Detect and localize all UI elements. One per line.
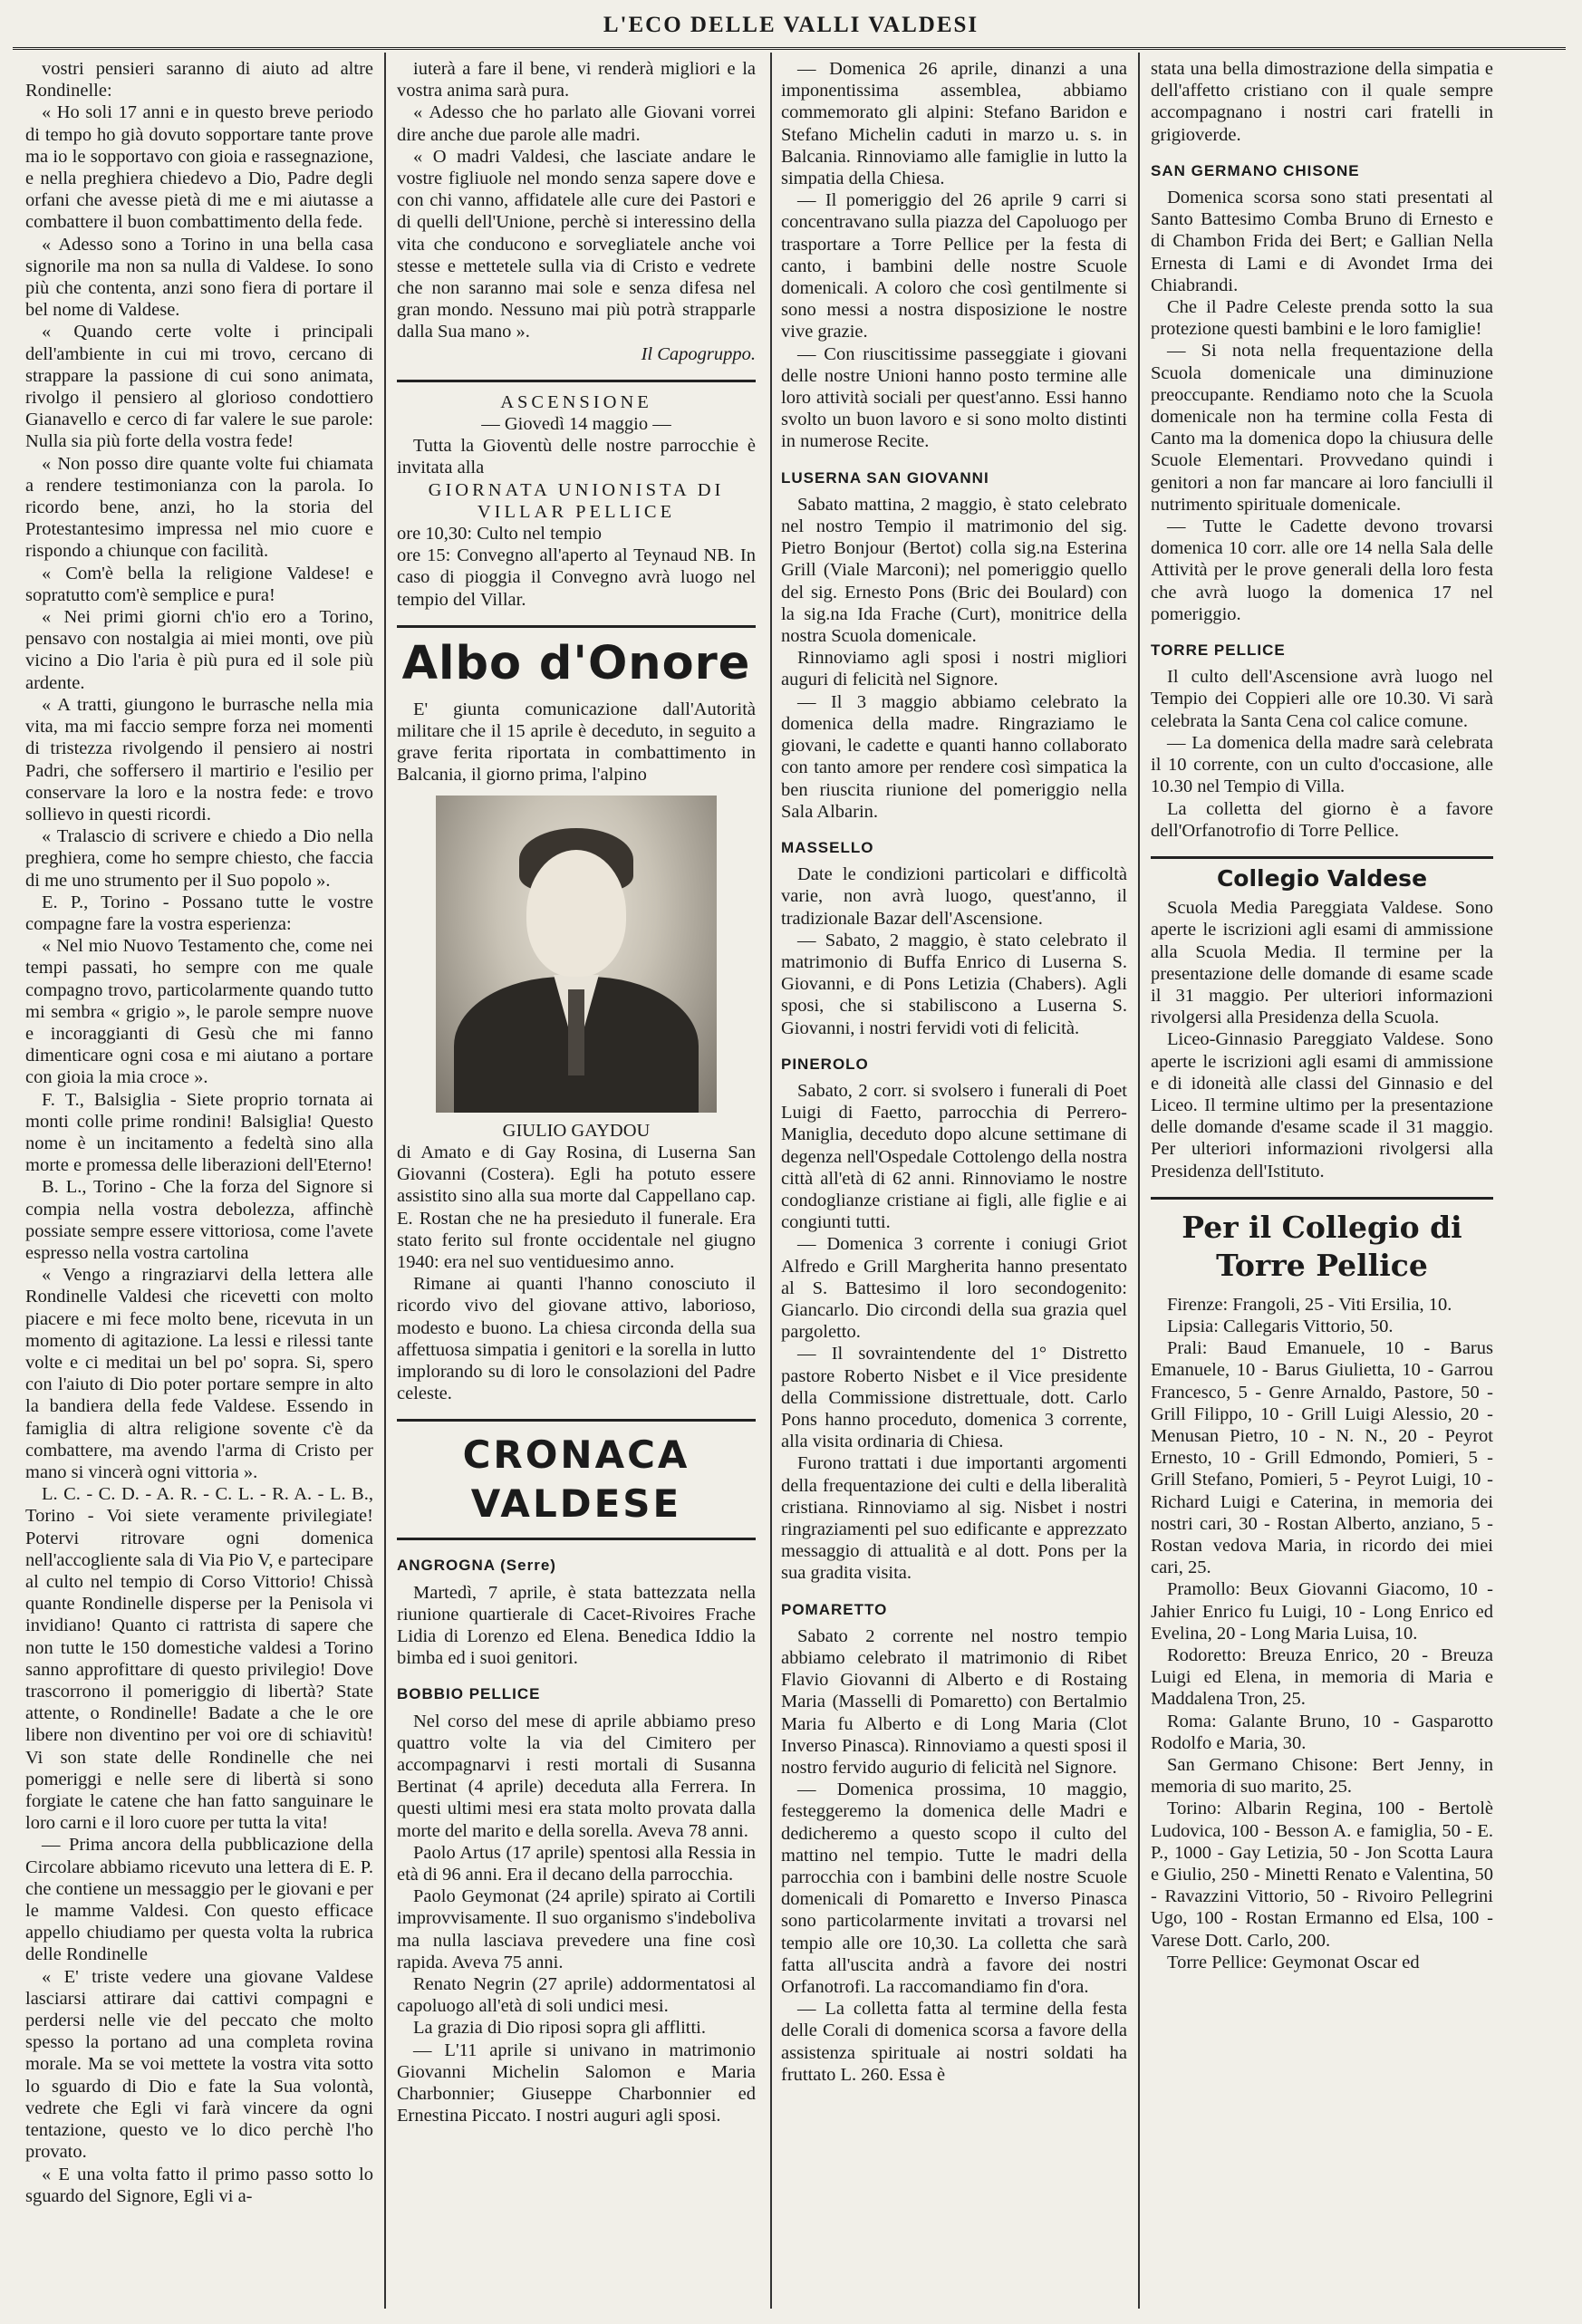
section-heading: TORRE PELLICE — [1151, 641, 1286, 660]
rondinelle-paragraph: E. P., Torino - Possano tutte le vostre compagne fare la vostra esperienza: — [25, 892, 373, 934]
donor-entry: Pramollo: Beux Giovanni Giacomo, 10 - Jahier Enrico fu Luigi, 10 - Long Enrico ed Evelina, 20 - Long Maria Luisa, 10. — [1151, 1579, 1493, 1644]
collegio-paragraph: Liceo-Ginnasio Pareggiato Valdese. Sono aperte le iscrizioni agli esami di ammissione e di idoneità alle classi del Ginnasio e del Liceo. Il termine ultimo per la presentazione delle domande d'esame scade il 31 maggio. Per ulteriori informazioni rivolgersi alla Presidenza dell'Istituto. — [1151, 1029, 1493, 1181]
column-2 — [397, 58, 756, 2303]
rondinelle-paragraph: « Nel mio Nuovo Testamento che, come nei tempi passati, ho sempre con me quale compagno trovo, particolarmente quando tutto mi sembra « grigio », le parole sempre nuove e incoraggianti di Gesù che mi fanno dimenticare ogni cosa e mi aiutano a portare con gioia la mia croce ». — [25, 936, 373, 1088]
news-paragraph: La grazia di Dio riposi sopra gli afflitti. — [413, 2018, 706, 2039]
column-rule — [1138, 53, 1140, 2309]
rondinelle-paragraph: « A tratti, giungono le burrasche nella mia vita, ma mi faccio sempre forza nei momenti di tristezza rivolgendo il pensiero ai nostri Padri, che soffersero il martirio e l'esilio per conservare la loro e la nostra fede: e trovo sollievo in questi ricordi. — [25, 694, 373, 824]
section-heading: SAN GERMANO CHISONE — [1151, 161, 1360, 179]
news-paragraph: — Domenica prossima, 10 maggio, festeggeremo la domenica delle Madri e dedicheremo a questo scopo il culto del mattino nel tempio. Tutte le madri della parrocchia con i bambini delle nostre Scuole domenicali di Pomaretto e Inverso Pinasca sono particolarmente invitati a trovarsi nel tempio alle ore 10,30. La colletta che sarà fatta all'uscita andrà a favore dei nostri Orfanotrofi. La raccomandiamo fin d'ora. — [781, 1779, 1127, 1998]
ascensione-title: ASCENSIONE — [500, 391, 652, 412]
ascensione-event-place: VILLAR PELLICE — [477, 501, 676, 522]
signature: Il Capogruppo. — [641, 343, 756, 364]
section-divider — [1151, 1197, 1493, 1200]
news-paragraph: Martedì, 7 aprile, è stata battezzata nella riunione quartierale di Cacet-Rivoires Frache Lidia di Lorenzo ed Elena. Benedica Iddio la bimba ed i suoi genitori. — [397, 1582, 756, 1669]
section-divider — [397, 380, 756, 382]
news-paragraph: — La domenica della madre sarà celebrata il 10 corrente, con un culto d'occasione, alle 10.30 nel Tempio di Villa. — [1151, 732, 1493, 797]
rondinelle-paragraph: « Tralascio di scrivere e chiedo a Dio nella preghiera, come ho sempre chiesto, che faccia di me uno strumento per il Suo popolo ». — [25, 826, 373, 891]
news-block — [781, 863, 1127, 1039]
news-paragraph: stata una bella dimostrazione della simpatia e dell'affetto cristiano con il quale sempre accompagnano i nostri cari fratelli in grigioverde. — [1151, 59, 1493, 145]
section-divider — [397, 1419, 756, 1422]
donor-entry: San Germano Chisone: Bert Jenny, in memoria di suo marito, 25. — [1151, 1755, 1493, 1798]
rondinelle-paragraph: F. T., Balsiglia - Siete proprio tornata ai monti colle prime rondini! Balsiglia! Questo nome è un incitamento a fedeltà sino alla morte e promessa delle liberazioni dell'Eterno! — [25, 1089, 373, 1176]
section-heading: LUSERNA SAN GIOVANNI — [781, 468, 989, 487]
news-paragraph: Domenica scorsa sono stati presentati al Santo Battesimo Comba Bruno di Ernesto e di Chambon Frida dei Bert; e Gallian Nella Ernesta di Lami e di Avondet Irma dei Chiabrandi. — [1151, 188, 1493, 295]
news-paragraph: Furono trattati i due importanti argomenti della frequentazione dei culti e della liberalità cristiana. Rinnoviamo al sig. Nisbet i nostri ringraziamenti pel suo edificante e apprezzato messaggio di attualità e al dott. Pons per la sua gradita visita. — [781, 1453, 1127, 1584]
rondinelle-paragraph: « Vengo a ringraziarvi della lettera alle Rondinelle Valdesi che ricevetti con molto piacere e mi fece molto bene, ricevuta in un momento di agitazione. La lessi e rilessi tante volte e ci meditai un bel po' sopra. Si, spero con l'aiuto di Dio poter portare sempre in alto la bandiera della fede Valdese. Essendo in famiglia di altra religione sovente c'è da combattere, ma avendo l'arma di Cristo per mano si vincerà ogni vittoria ». — [25, 1265, 373, 1482]
news-paragraph: Sabato 2 corrente nel nostro tempio abbiamo celebrato il matrimonio di Ribet Flavio Giovanni di Alberto e di Rostaing Maria (Masselli di Pomaretto) con Bertalmio Maria fu Alberto e di Long Maria (Clot Inverso Pinasca). Rinnoviamo a questi sposi il nostro fervido augurio di felicità nel Signore. — [781, 1625, 1127, 1779]
news-paragraph: Date le condizioni particolari e difficoltà varie, non avrà luogo, quest'anno, il tradizionale Bazar dell'Ascensione. — [781, 864, 1127, 929]
news-block — [781, 1625, 1127, 2086]
ascensione-schedule: ore 10,30: Culto nel tempio — [397, 524, 603, 545]
rondinelle-paragraph: « E una volta fatto il primo passo sotto lo sguardo del Signore, Egli vi a- — [25, 2164, 373, 2206]
news-paragraph: Rinnoviamo agli sposi i nostri migliori auguri di felicità nel Signore. — [781, 648, 1127, 690]
section-heading: POMARETTO — [781, 1600, 888, 1618]
capogruppo-letter — [397, 58, 756, 343]
rondinelle-paragraph: « E' triste vedere una giovane Valdese lasciarsi attirare dai cattivi compagni e perdersi nelle vie del peccato che molto spesso la portano ad una completa rovina morale. Ma se voi mettete la vostra vita sotto lo sguardo di Dio e fate la Sua volontà, vedrete che Egli vi farà vincere da ogni tentazione, questo ve lo dico perchè l'ho provato. — [25, 1966, 373, 2163]
section-divider — [397, 625, 756, 628]
news-paragraph: — Il 3 maggio abbiamo celebrato la domenica della madre. Ringraziamo le giovani, le cadette e quanti hanno collaborato con tanto amore per rendere così simpatica la ben riuscita riunione del pomeriggio nella Sala Albarin. — [781, 691, 1127, 822]
donor-entry: Prali: Baud Emanuele, 10 - Barus Emanuele, 10 - Barus Giulietta, 10 - Garrou Francesco, 5 - Genre Arnaldo, Pastore, 50 - Grill Filippo, 10 - Grill Luigi Alessio, 20 - Menusan Pietro, 10 - N. N., 20 - Peyrot Ernesto, 10 - Grill Edmondo, Pomieri, 5 - Grill Stefano, Pomieri, 5 - Peyrot Luigi, 10 - Richard Luigi e Caterina, in memoria dei nostri cari, 30 - Rostan Alberto, anziano, 5 - Rostan vedova Maria, in ricordo dei miei cari, 25. — [1151, 1338, 1493, 1578]
albo-title: Albo d'Onore — [401, 636, 751, 690]
news-paragraph: Paolo Geymonat (24 aprile) spirato ai Cortili improvvisamente. Il suo organismo s'indeboliva ma nulla lasciava prevedere una fine così rapida. Aveva 75 anni. — [397, 1886, 756, 1972]
soldier-portrait — [436, 796, 717, 1113]
cronaca-title: CRONACA VALDESE — [462, 1432, 690, 1527]
running-head: L'ECO DELLE VALLI VALDESI — [603, 13, 979, 37]
news-paragraph: — Tutte le Cadette devono trovarsi domenica 10 corr. alle ore 14 nella Sala delle Attività per le prove generali della loro festa che avrà luogo la domenica 17 nel pomeriggio. — [1151, 516, 1493, 624]
rondinelle-paragraph: « Com'è bella la religione Valdese! e sopratutto com'è semplice e pura! — [25, 563, 373, 605]
column-rule — [770, 53, 772, 2309]
section-divider — [1151, 856, 1493, 859]
news-block — [781, 58, 1127, 453]
news-paragraph: Renato Negrin (27 aprile) addormentatosi al capoluogo all'età di soli undici mesi. — [397, 1973, 756, 2017]
news-paragraph: Nel corso del mese di aprile abbiamo preso quattro volte la via del Cimitero per accompagnarvi i resti mortali di Susanna Bertinat (4 aprile) deceduta alla Ferrera. In questi ultimi mesi era stata molto provata dalla morte del marito e della sorella. Aveva 78 anni. — [397, 1711, 756, 1841]
rondinelle-paragraph: vostri pensieri saranno di aiuto ad altre Rondinelle: — [25, 59, 373, 101]
donor-entry: Rodoretto: Breuza Enrico, 20 - Breuza Luigi ed Elena, in memoria di Maria e Maddalena Tron, 25. — [1151, 1645, 1493, 1710]
collegio-title: Collegio Valdese — [1216, 864, 1428, 892]
news-block — [781, 494, 1127, 823]
section-heading: ANGROGNA (Serre) — [397, 1557, 556, 1575]
news-paragraph: — Il pomeriggio del 26 aprile 9 carri si concentravano sulla piazza del Capoluogo per trasportare a Torre Pellice per la festa di canto, i bambini delle nostre Scuole domenicali. A coloro che così gentilmente si sono messi a nostra disposizione le nostre vive grazie. — [781, 190, 1127, 342]
photo-caption: GIULIO GAYDOU — [502, 1120, 651, 1141]
rondinelle-paragraph: B. L., Torino - Che la forza del Signore si compia nella vostra debolezza, affinchè possiate sempre essere vittoriosa, come l'avete espresso nella vostra cartolina — [25, 1177, 373, 1263]
rondinelle-paragraph: « Adesso sono a Torino in una bella casa signorile ma non sa nulla di Valdese. Io sono più che contenta, anzi sono fiera di portare il bel nome di Valdese. — [25, 234, 373, 321]
section-heading: MASSELLO — [781, 838, 874, 856]
news-paragraph: Paolo Artus (17 aprile) spentosi alla Ressia in età di 96 anni. Era il decano della parrocchia. — [397, 1842, 756, 1885]
news-paragraph: — Domenica 26 aprile, dinanzi a una imponentissima assemblea, abbiamo commemorato gli alpini: Stefano Baridon e Stefano Michelin caduti in marzo u. s. in Balcania. Rinnoviamo alle famiglie in lutto la simpatia della Chiesa. — [781, 59, 1127, 189]
news-block — [1151, 187, 1493, 625]
ascensione-schedule: ore 15: Convegno all'aperto al Teynaud NB. In caso di pioggia il Convegno avrà luogo nel tempio del Villar. — [397, 545, 756, 610]
rondinelle-paragraph: « Quando certe volte i principali dell'ambiente in cui mi trovo, cercano di strappare la passione di cui sono animata, rivolgo il pensiero al glorioso condottiero Gianavello e cerco di far valere le sue parole: Nulla sia più forte della vostra fede! — [25, 322, 373, 452]
news-paragraph: Che il Padre Celeste prenda sotto la sua protezione questi bambini e le loro famiglie! — [1151, 297, 1493, 340]
rondinelle-paragraph: « Non posso dire quante volte fui chiamata a rendere testimonianza con la parola. Io ricordo bene, anzi, ho la storia del Protestantesimo impressa nel mio cuore e rispondo a chiunque con facilità. — [25, 453, 373, 562]
news-paragraph: — L'11 aprile si univano in matrimonio Giovanni Michelin Salomon e Maria Charbonnier; Giuseppe Charbonnier ed Ernestina Piccato. I nostri auguri agli sposi. — [397, 2040, 756, 2126]
column-4 — [1151, 58, 1493, 2303]
albo-body: di Amato e di Gay Rosina, di Luserna San Giovanni (Costera). Egli ha potuto essere assistito sino alla sua morte dal Cappellano cap. E. Rostan che ne ha presieduto il funerale. Era stato ferito sul fronte occidentale nel giugno 1940: era nel suo ventiduesimo anno. — [397, 1142, 756, 1272]
ascensione-event: GIORNATA UNIONISTA DI — [428, 479, 725, 500]
news-paragraph: iuterà a fare il bene, vi renderà migliori e la vostra anima sarà pura. — [397, 59, 756, 101]
news-paragraph: — La colletta fatta al termine della festa delle Corali di domenica scorsa a favore della assistenza spirituale ai nostri soldati ha fruttato L. 260. Essa è — [781, 1999, 1127, 2085]
news-block — [781, 1080, 1127, 1585]
news-paragraph: « Adesso che ho parlato alle Giovani vorrei dire anche due parole alle madri. — [397, 102, 756, 145]
rondinelle-paragraph: « Nei primi giorni ch'io ero a Torino, pensavo con nostalgia ai miei monti, ove più vicino a Dio l'aria è più pura ed il sole più ardente. — [25, 607, 373, 693]
rondinelle-paragraph: L. C. - C. D. - A. R. - C. L. - R. A. - L. B., Torino - Voi siete veramente privilegiate! Potervi ritrovare ogni domenica nell'accogliente sala di Via Pio V, e partecipare al culto nel tempio di Corso Vittorio! Chissà quante Rondinelle disperse per la Penisola vi invidiano! Quanto ci rattrista di sapere che non tutte le 150 domestiche valdesi a Torino sanno approfittare di questo privilegio! Dove trascorrono il pomeriggio di libertà? State attente, o Rondinelle! Badate a che le ore libere non diventino per voi ore di schiavitù! Vi son state delle Rondinelle che nei pomeriggi e nelle sere di libertà si sono forgiate le catene che han fatto sanguinare le loro carni e il loro cuore per tutta la vita! — [25, 1484, 373, 1834]
news-paragraph: Il culto dell'Ascensione avrà luogo nel Tempio dei Coppieri alle ore 10.30. Vi sarà celebrata la Santa Cena col calice comune. — [1151, 667, 1493, 731]
section-heading: BOBBIO PELLICE — [397, 1685, 541, 1703]
news-paragraph: — Domenica 3 corrente i coniugi Griot Alfredo e Grill Margherita hanno presentato al S. Battesimo il loro secondogenito: Giancarlo. Dio circondi della sua grazia quel pargoletto. — [781, 1234, 1127, 1343]
donor-entry: Lipsia: Callegaris Vittorio, 50. — [1167, 1316, 1394, 1336]
per-collegio-title: Per il Collegio di Torre Pellice — [1182, 1209, 1462, 1283]
albo-intro: E' giunta comunicazione dall'Autorità militare che il 15 aprile è deceduto, in seguito a grave ferita riportata in combattimento in Balcania, il giorno prima, l'alpino — [397, 699, 756, 786]
donor-entry: Torre Pellice: Geymonat Oscar ed — [1167, 1952, 1420, 1972]
ascensione-intro: Tutta la Gioventù delle nostre parrocchie è invitata alla — [397, 436, 756, 478]
column-1 — [25, 58, 373, 2303]
section-divider — [397, 1538, 756, 1540]
rondinelle-paragraph: « Ho soli 17 anni e in questo breve periodo di tempo ho già dovuto sopportare tante prove ma io le sopportavo con gioia e rassegnazione, e nella preghiera chiedevo a Dio, Padre degli orfani che avesse pietà di me e mi aiutasse a combattere il buon combattimento della fede. — [25, 102, 373, 233]
section-heading: PINEROLO — [781, 1055, 869, 1073]
donor-list — [1151, 1294, 1493, 1973]
news-paragraph: — Sabato, 2 maggio, è stato celebrato il matrimonio di Buffa Enrico di Luserna S. Giovanni, e di Pons Letizia (Chabers). Agli sposi, che si stabiliscono a Luserna S. Giovanni, i nostri fervidi voti di felicità. — [781, 930, 1127, 1038]
donor-entry: Roma: Galante Bruno, 10 - Gasparotto Rodolfo e Maria, 30. — [1151, 1711, 1493, 1753]
news-paragraph: — Con riuscitissime passeggiate i giovani delle nostre Unioni hanno posto termine alle loro attività sociali per quest'anno. Essi hanno svolto un buon lavoro e si sono molto distinti in numerose Recite. — [781, 343, 1127, 452]
news-paragraph: Sabato, 2 corr. si svolsero i funerali di Poet Luigi di Faetto, parrocchia di Perrero-Maniglia, deceduto dopo alcune settimane di degenza nell'Ospedale Cottolengo della nostra città all'età di 62 anni. Rinnoviamo le nostre condoglianze cristiane ai figli, alle figlie e ai congiunti tutti. — [781, 1080, 1127, 1233]
column-rule — [384, 53, 386, 2309]
collegio-paragraph: Scuola Media Pareggiata Valdese. Sono aperte le iscrizioni agli esami di ammissione alla Scuola Media. Il termine per la presentazione delle domande di esame scade il 31 maggio. Per ulteriori informazioni rivolgersi alla Presidenza della Scuola. — [1151, 898, 1493, 1028]
news-paragraph: « O madri Valdesi, che lasciate andare le vostre figliuole nel mondo senza sapere dove e con chi vanno, affidatele alle cure dei Pastori e di quelli dell'Unione, perchè si interessino della vita che conducono e sorvegliatele anche voi stesse e mettetele sulla via di Cristo e vedrete che non saranno mai sole e senza difesa nel gran mondo. Nessuno mai più potrà strapparle dalla Sua mano ». — [397, 146, 756, 342]
donor-entry: Firenze: Frangoli, 25 - Viti Ersilia, 10. — [1167, 1294, 1452, 1315]
donor-entry: Torino: Albarin Regina, 100 - Bertolè Ludovica, 100 - Besson A. e famiglia, 50 - E. P., 1000 - Gay Letizia, 50 - Jon Scotta Laura e Giulio, 250 - Minetti Renato e Valentina, 50 - Ravazzini Vittorio, 50 - Rivoiro Pellegrini Ugo, 100 - Rostan Ermanno ed Elsa, 100 - Varese Dott. Carlo, 200. — [1151, 1798, 1493, 1951]
column-3 — [781, 58, 1127, 2303]
news-block — [1151, 666, 1493, 842]
news-paragraph: — Si nota nella frequentazione della Scuola domenicale una diminuzione preoccupante. Rendiamo noto che la Scuola domenicale non ha termine colla Festa di Canto ma la domenica dopo la chiusura delle Scuole Elementari. Provvedano quindi i genitori a non far mancare ai loro fanciulli il nutrimento spirituale domenicale. — [1151, 341, 1493, 515]
news-paragraph: Sabato mattina, 2 maggio, è stato celebrato nel nostro Tempio il matrimonio del sig. Pietro Bonjour (Bertot) colla sig.na Esterina Grill (Viale Marconi); nel pomeriggio quello del sig. Ernesto Pons (Bric dei Boulard) con la sig.na Ida Frache (Curt), monitrice della nostra Scuola domenicale. — [781, 494, 1127, 647]
news-paragraph: La colletta del giorno è a favore dell'Orfanotrofio di Torre Pellice. — [1151, 798, 1493, 841]
news-paragraph: — Il sovraintendente del 1° Distretto pastore Roberto Nisbet e il Vice presidente della Commissione distrettuale, dott. Carlo Pons hanno proceduto, domenica 3 corrente, alla visita ordinaria di Chiesa. — [781, 1344, 1127, 1452]
albo-body: Rimane ai quanti l'hanno conosciuto il ricordo vivo del giovane attivo, laborioso, modesto e buono. La chiesa circonda della sua affettuosa simpatia i genitori e la sorella in lutto implorando su di loro le consolazioni del Padre celeste. — [397, 1274, 756, 1404]
ascensione-date: — Giovedì 14 maggio — — [481, 414, 671, 435]
header-rule — [13, 47, 1566, 50]
rondinelle-paragraph: — Prima ancora della pubblicazione della Circolare abbiamo ricevuto una lettera di E. P. che contiene un messaggio per le giovani e per le mamme Valdesi. Con questo efficace appello chiudiamo per questa volta la rubrica delle Rondinelle — [25, 1835, 373, 1965]
